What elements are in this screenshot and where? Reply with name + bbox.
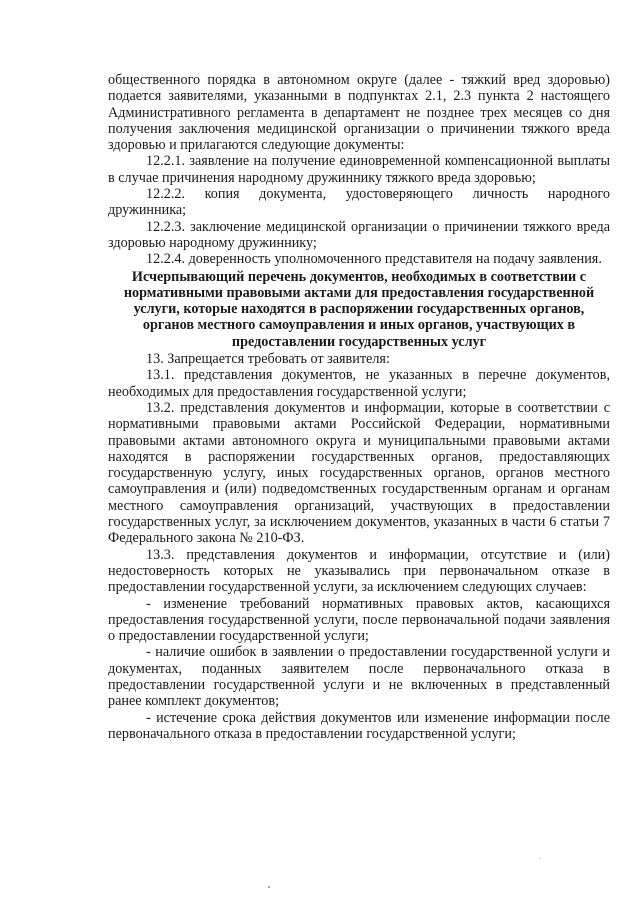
paragraph-12-2-3: 12.2.3. заключение медицинской организации о причинении тяжкого вреда здоровью народному дружиннику; <box>108 218 610 251</box>
paragraph-13-2: 13.2. представления документов и информации, которые в соответствии с нормативными правовыми актами Российской Федерации, нормативными правовыми актами автономного округа и муниципальными правовыми актами находятся в распоряжении государственных органов, предоставляющих государственную услугу, иных государственных органов, органов местного самоуправления и (или) подведомственных государственным органам и органам местного самоуправления организаций, участвующих в предоставлении государственных услуг, за исключением документов, указанных в части 6 статьи 7 Федерального закона № 210-ФЗ. <box>108 399 610 547</box>
list-item-requirements-change: - изменение требований нормативных правовых актов, касающихся предоставления государственной услуги, после первоначальной подачи заявления о предоставлении государственной услуги; <box>108 595 610 645</box>
list-item-document-expiry: - истечение срока действия документов или изменение информации после первоначального отказа в предоставлении государственной услуги; <box>108 709 610 742</box>
paragraph-12-2-1: 12.2.1. заявление на получение единовременной компенсационной выплаты в случае причинения народному дружиннику тяжкого вреда здоровью; <box>108 153 610 186</box>
paragraph-intro-continuation: общественного порядка в автономном округе (далее - тяжкий вред здоровью) подается заявителями, указанными в подпунктах 2.1, 2.3 пункта 2 настоящего Административного регламента в департамент не позднее трех месяцев со дня получения заключения медицинской организации о причинении тяжкого вреда здоровью и прилагаются следующие документы: <box>108 72 610 154</box>
scan-speck <box>540 858 541 859</box>
section-heading: Исчерпывающий перечень документов, необходимых в соответствии с нормативными правовыми актами для предоставления государственной услуги, которые находятся в распоряжении государственных органов, органов местного самоуправления и иных органов, участвующих в предоставлении государственных услуг <box>123 268 595 350</box>
list-item-errors-in-application: - наличие ошибок в заявлении о предоставлении государственной услуги и документах, поданных заявителем после первоначального отказа в предоставлении государственной услуги и не включенных в представленный ранее комплект документов; <box>108 644 610 710</box>
document-body <box>108 72 610 742</box>
paragraph-13: 13. Запрещается требовать от заявителя: <box>146 351 390 368</box>
paragraph-12-2-4: 12.2.4. доверенность уполномоченного представителя на подачу заявления. <box>146 251 602 268</box>
scan-speck <box>268 886 270 888</box>
paragraph-12-2-2: 12.2.2. копия документа, удостоверяющего личность народного дружинника; <box>108 186 610 219</box>
paragraph-13-1: 13.1. представления документов, не указанных в перечне документов, необходимых для предоставления государственной услуги; <box>108 367 610 400</box>
paragraph-13-3: 13.3. представления документов и информации, отсутствие и (или) недостоверность которых не указывались при первоначальном отказе в предоставлении государственной услуги, за исключением следующих случаев: <box>108 546 610 596</box>
